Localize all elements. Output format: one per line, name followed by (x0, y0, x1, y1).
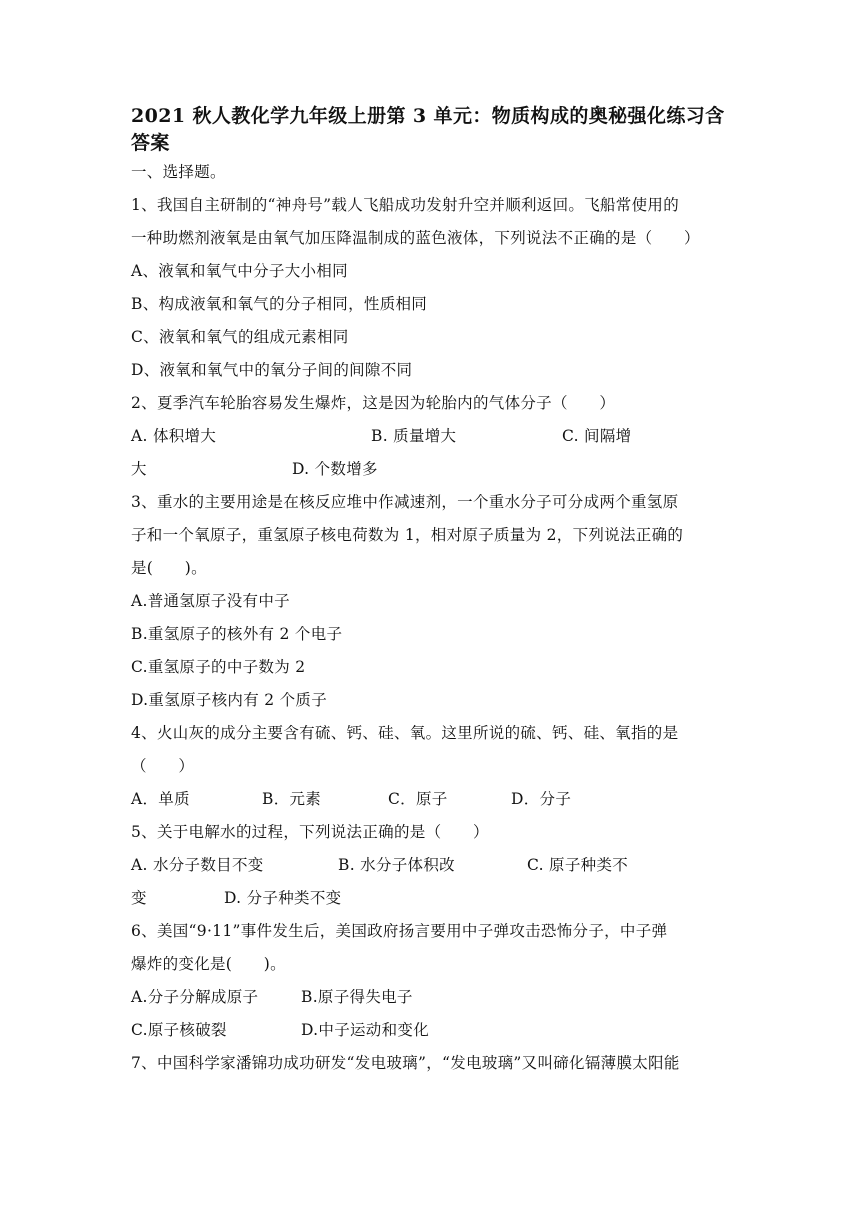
document-title (131, 103, 751, 157)
title-line-2: 答案 (131, 132, 170, 154)
q1-stem-line-1: 1、我国自主研制的“神舟号”载人飞船成功发射升空并顺利返回。飞船常使用的 (131, 196, 680, 214)
section-heading: 一、选择题。 (131, 163, 226, 181)
question-list (131, 156, 751, 1080)
q3-option-d: D.重氢原子核内有 2 个质子 (131, 691, 328, 709)
q2-option-c: C. 间隔增 (562, 427, 632, 445)
q3-option-a: A.普通氢原子没有中子 (131, 592, 290, 610)
q2-option-b: B. 质量增大 (371, 427, 457, 445)
q1-option-b: B、构成液氧和氧气的分子相同，性质相同 (131, 295, 428, 313)
q4-option-a: A．单质 (131, 790, 190, 808)
q2-stem: 2、夏季汽车轮胎容易发生爆炸，这是因为轮胎内的气体分子（ ） (131, 394, 616, 412)
q3-option-c: C.重氢原子的中子数为 2 (131, 658, 306, 676)
q2-option-a: A. 体积增大 (131, 427, 217, 445)
q5-options-row-2 (131, 882, 751, 915)
q6-option-c: C.原子核破裂 (131, 1021, 227, 1039)
q6-option-b: B.原子得失电子 (301, 988, 413, 1006)
q6-option-a: A.分子分解成原子 (131, 988, 259, 1006)
q6-options-row-2 (131, 1014, 751, 1047)
q4-option-d: D．分子 (511, 790, 572, 808)
q1-option-a: A、液氧和氧气中分子大小相同 (131, 262, 348, 280)
q2-options-row-2 (131, 453, 751, 486)
q6-stem-line-1: 6、美国“9·11”事件发生后，美国政府扬言要用中子弹攻击恐怖分子，中子弹 (131, 922, 668, 940)
q3-option-b: B.重氢原子的核外有 2 个电子 (131, 625, 343, 643)
q4-stem-line-1: 4、火山灰的成分主要含有硫、钙、硅、氧。这里所说的硫、钙、硅、氧指的是 (131, 724, 679, 742)
q5-option-c-continued: 变 (131, 889, 147, 907)
q4-option-b: B．元素 (262, 790, 322, 808)
q1-stem-line-2: 一种助燃剂液氧是由氧气加压降温制成的蓝色液体，下列说法不正确的是（ ） (131, 229, 700, 247)
q4-options-row (131, 783, 751, 816)
q2-option-d: D. 个数增多 (292, 460, 378, 478)
q5-options-row-1 (131, 849, 751, 882)
q7-stem-line-1: 7、中国科学家潘锦功成功研发“发电玻璃”，“发电玻璃”又叫碲化镉薄膜太阳能 (131, 1054, 680, 1072)
q6-stem-line-2: 爆炸的变化是( )。 (131, 955, 286, 973)
q2-option-c-continued: 大 (131, 460, 147, 478)
q2-options-row-1 (131, 420, 751, 453)
q3-stem-line-3: 是( )。 (131, 559, 207, 577)
title-line-1: 2021 秋人教化学九年级上册第 3 单元：物质构成的奥秘强化练习含 (131, 105, 725, 127)
q5-option-b: B. 水分子体积改 (338, 856, 455, 874)
q3-stem-line-1: 3、重水的主要用途是在核反应堆中作减速剂，一个重水分子可分成两个重氢原 (131, 493, 679, 511)
q5-option-d: D. 分子种类不变 (224, 889, 342, 907)
q5-option-c: C. 原子种类不 (527, 856, 629, 874)
q5-option-a: A. 水分子数目不变 (131, 856, 264, 874)
q1-option-d: D、液氧和氧气中的氧分子间的间隙不同 (131, 361, 413, 379)
q6-options-row-1 (131, 981, 751, 1014)
q6-option-d: D.中子运动和变化 (301, 1021, 430, 1039)
q5-stem: 5、关于电解水的过程，下列说法正确的是（ ） (131, 823, 489, 841)
q4-stem-line-2: （ ） (131, 757, 195, 775)
q1-option-c: C、液氧和氧气的组成元素相同 (131, 328, 349, 346)
q4-option-c: C．原子 (388, 790, 448, 808)
q3-stem-line-2: 子和一个氧原子，重氢原子核电荷数为 1，相对原子质量为 2，下列说法正确的 (131, 526, 684, 544)
